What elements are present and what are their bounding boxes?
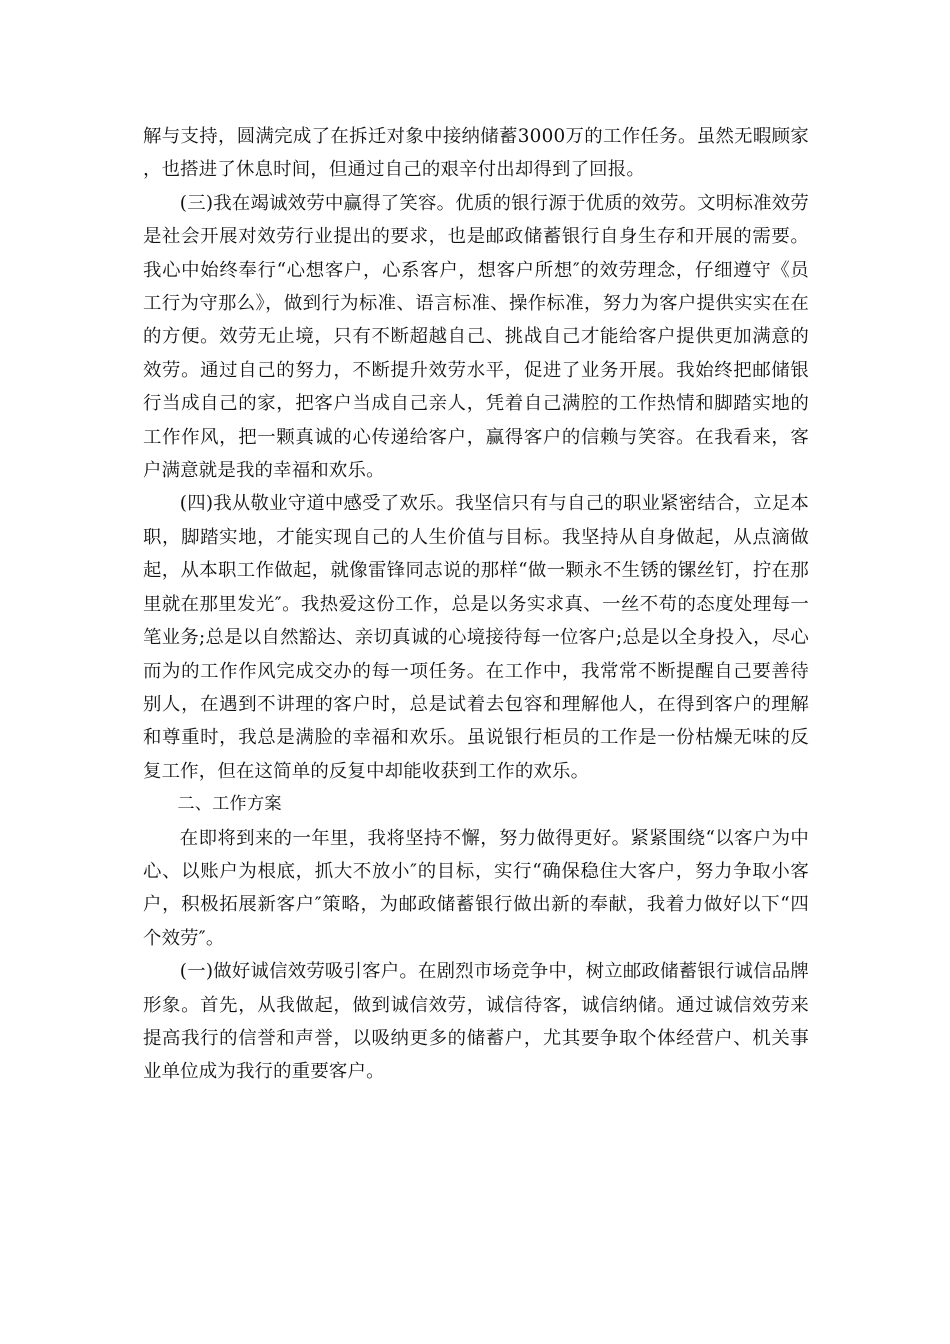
paragraph-continuation: 解与支持，圆满完成了在拆迁对象中接纳储蓄3000万的工作任务。虽然无暇顾家，也搭进了休息时间，但通过自己的艰辛付出却得到了回报。 (143, 126, 809, 181)
document-body (143, 120, 809, 1089)
section-heading-work-plan: 二、工作方案 (177, 794, 282, 815)
paragraph-section-four: (四)我从敬业守道中感受了欢乐。我坚信只有与自己的职业紧密结合，立足本职，脚踏实地，才能实现自己的人生价值与目标。我坚持从自身做起，从点滴做起，从本职工作做起，就像雷锋同志说的那样“做一颗永不生锈的镙丝钉，拧在那里就在那里发光″。我热爱这份工作，总是以务实求真、一丝不苟的态度处理每一笔业务;总是以自然豁达、亲切真诚的心境接待每一位客户;总是以全身投入，尽心而为的工作作风完成交办的每一项任务。在工作中，我常常不断提醒自己要善待别人，在遇到不讲理的客户时，总是试着去包容和理解他人，在得到客户的理解和尊重时，我总是满脸的幸福和欢乐。虽说银行柜员的工作是一份枯燥无味的反复工作，但在这简单的反复中却能收获到工作的欢乐。 (143, 493, 809, 782)
paragraph-plan-intro: 在即将到来的一年里，我将坚持不懈，努力做得更好。紧紧围绕“以客户为中心、以账户为根底，抓大不放小″的目标，实行“确保稳住大客户，努力争取小客户，积极拓展新客户″策略，为邮政储蓄银行做出新的奉献，我着力做好以下“四个效劳″。 (143, 827, 809, 949)
paragraph-plan-item-one: (一)做好诚信效劳吸引客户。在剧烈市场竞争中，树立邮政储蓄银行诚信品牌形象。首先，从我做起，做到诚信效劳，诚信待客，诚信纳储。通过诚信效劳来提高我行的信誉和声誉，以吸纳更多的储蓄户，尤其要争取个体经营户、机关事业单位成为我行的重要客户。 (143, 961, 809, 1083)
paragraph-section-three: (三)我在竭诚效劳中赢得了笑容。优质的银行源于优质的效劳。文明标准效劳是社会开展对效劳行业提出的要求，也是邮政储蓄银行自身生存和开展的需要。我心中始终奉行“心想客户，心系客户，想客户所想″的效劳理念，仔细遵守《员工行为守那么》，做到行为标准、语言标准、操作标准，努力为客户提供实实在在的方便。效劳无止境，只有不断超越自己、挑战自己才能给客户提供更加满意的效劳。通过自己的努力，不断提升效劳水平，促进了业务开展。我始终把邮储银行当成自己的家，把客户当成自己亲人，凭着自己满腔的工作热情和脚踏实地的工作作风，把一颗真诚的心传递给客户，赢得客户的信赖与笑容。在我看来，客户满意就是我的幸福和欢乐。 (143, 192, 809, 482)
